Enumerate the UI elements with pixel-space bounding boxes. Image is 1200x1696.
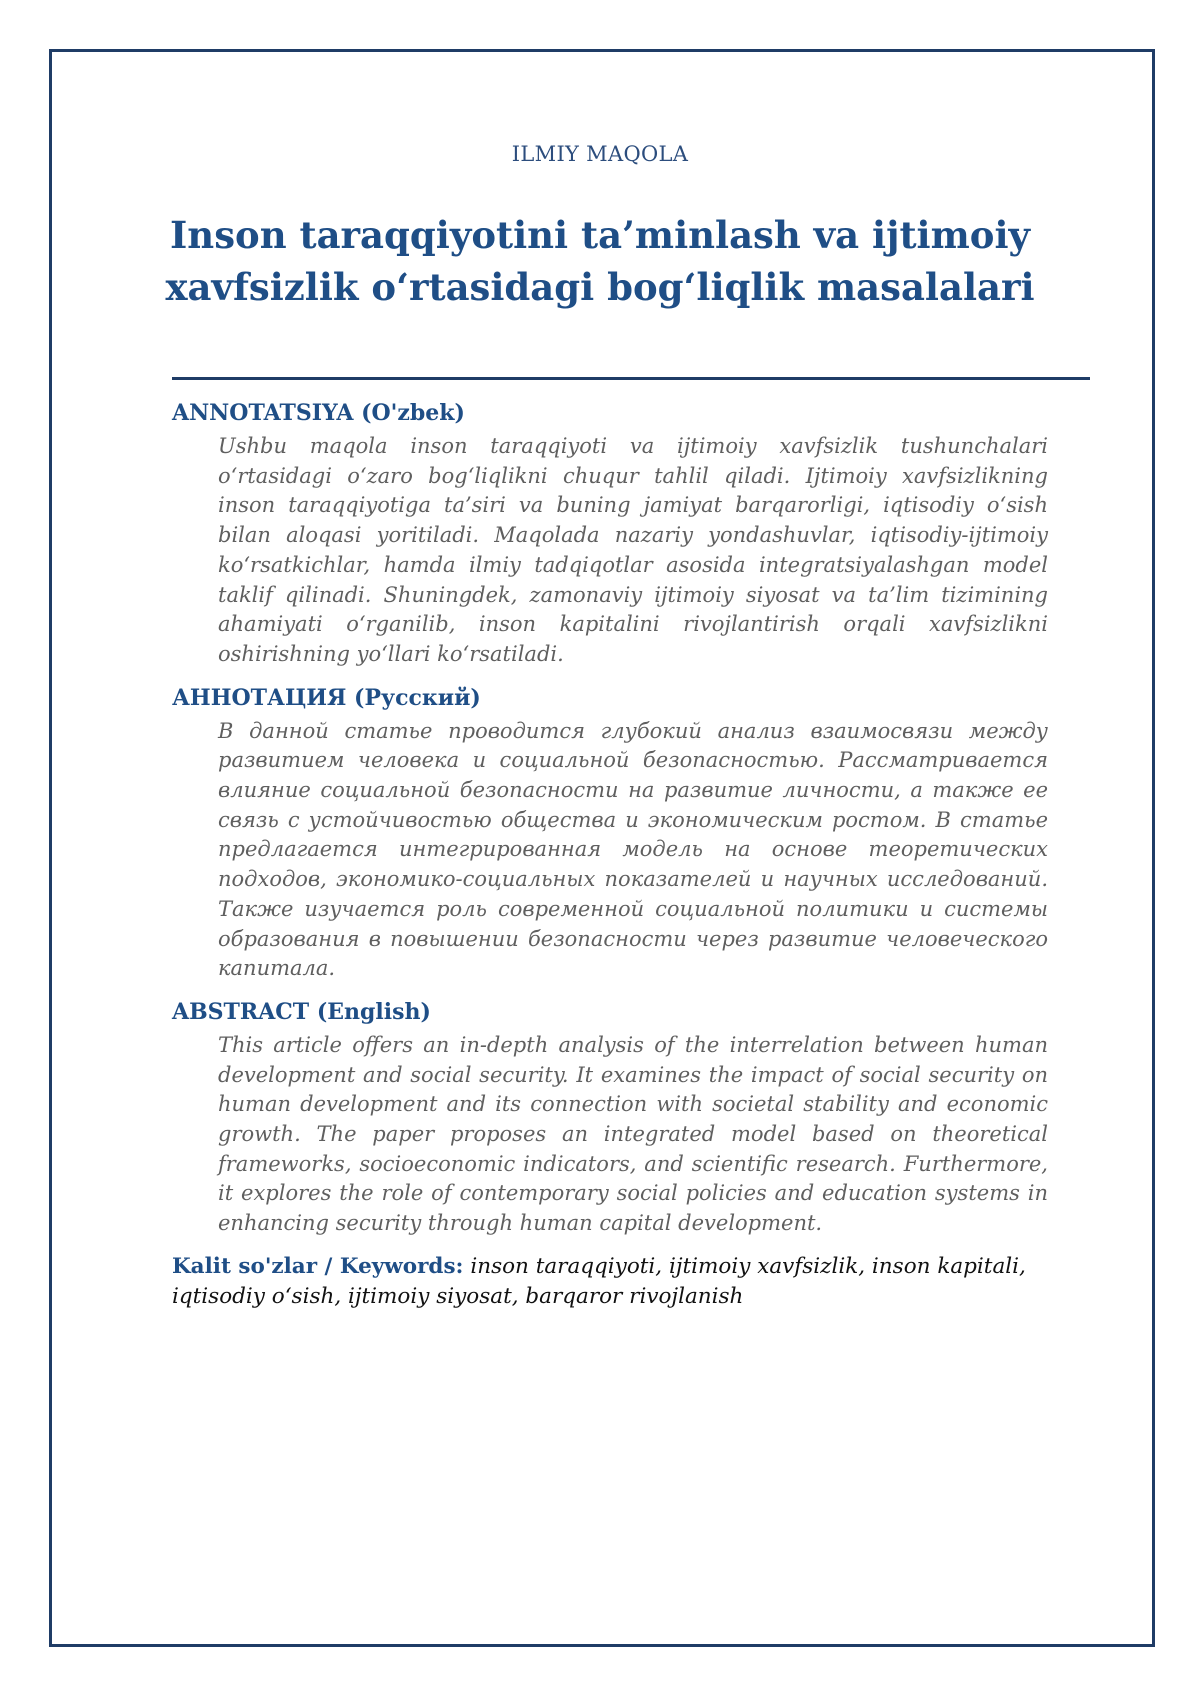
title-divider [172,377,1090,380]
abstract-russian-heading: АННОТАЦИЯ (Русский) [172,684,481,711]
article-title: Inson taraqqiyotini ta’minlash va ijtimoiy xavfsizlik o‘rtasidagi bog‘liqlik masalalari [165,212,1035,309]
abstract-english-text: This article offers an in-depth analysis of the interrelation between human development and social security. It examines the impact of social security on human development and its connection with societal stability and economic growth. The paper proposes an integrated model based on theoretical frameworks, socioeconomic indicators, and scientific research. Furthermore, it explores the role of contemporary social policies and education systems in enhancing security through human capital development. [218,1032,1048,1236]
abstract-uzbek-heading: ANNOTATSIYA (O'zbek) [172,400,465,426]
abstract-russian-text: В данной статье проводится глубокий анализ взаимосвязи между развитием человека и социальной безопасностью. Рассматривается влияние социальной безопасности на развитие личности, а также ее связь с устойчивостью общества и экономическим ростом. В статье предлагается интегрированная модель на основе теоретических подходов, экономико-социальных показателей и научных исследований. Также изучается роль современной социальной политики и системы образования в повышении безопасности через развитие человеческого капитала. [218,718,1048,981]
abstract-russian [172,683,1090,984]
keywords-block [172,1252,1090,1312]
abstract-uzbek-text: Ushbu maqola inson taraqqiyoti va ijtimoiy xavfsizlik tushunchalari o‘rtasidagi o‘zaro bog‘liqlikni chuqur tahlil qiladi. Ijtimoiy xavfsizlikning inson taraqqiyotiga ta’siri va buning jamiyat barqarorligi, iqtisodiy o‘sish bilan aloqasi yoritiladi. Maqolada nazariy yondashuvlar, iqtisodiy-ijtimoiy ko‘rsatkichlar, hamda ilmiy tadqiqotlar asosida integratsiyalashgan model taklif qilinadi. Shuningdek, zamonaviy ijtimoiy siyosat va ta’lim tizimining ahamiyati o‘rganilib, inson kapitalini rivojlantirish orqali xavfsizlikni oshirishning yo‘llari ko‘rsatiladi. [218,434,1048,666]
abstract-english [172,997,1090,1239]
article-type-label: ILMIY MAQOLA [511,142,689,166]
abstract-uzbek [172,398,1090,670]
abstracts-area [172,398,1090,1312]
keywords-label: Kalit so'zlar / Keywords: [172,1253,464,1279]
keywords-text: inson taraqqiyoti, ijtimoiy xavfsizlik, inson kapitali, iqtisodiy o‘sish, ijtimoiy siyosat, barqaror rivojlanish [172,1253,1026,1309]
abstract-english-heading: ABSTRACT (English) [172,998,431,1025]
